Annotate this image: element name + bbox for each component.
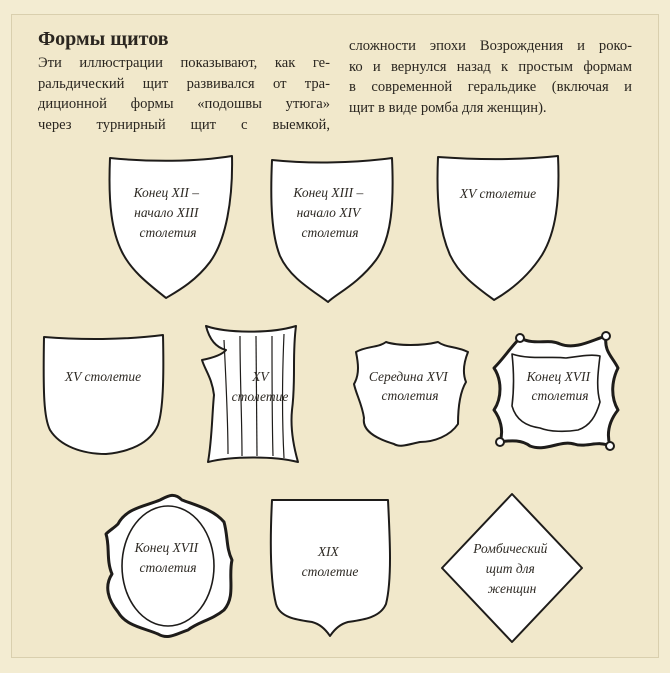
shield-label: щит для bbox=[485, 561, 535, 576]
shield-label: женщин bbox=[487, 581, 537, 596]
shield-xix bbox=[271, 500, 390, 636]
shield-label: столетия bbox=[139, 225, 197, 240]
svg-text:XV столетие bbox=[64, 369, 141, 384]
intro-line: щит в виде ромба для женщин). bbox=[349, 99, 547, 116]
shield-label: Конец XVII bbox=[134, 540, 199, 555]
svg-text:XV столетие bbox=[459, 186, 536, 201]
page-title: Формы щитов bbox=[38, 28, 169, 50]
intro-line: через турнирный щит с выемкой, bbox=[38, 116, 330, 133]
shield-heater-early bbox=[110, 156, 233, 298]
shield-label: начало XIV bbox=[296, 205, 361, 220]
intro-line: сложности эпохи Возрождения и роко- bbox=[349, 38, 632, 54]
intro-line: в современной геральдике (включая и bbox=[349, 79, 632, 95]
shield-label: Конец XIII – bbox=[293, 185, 364, 200]
shield-label: столетие bbox=[231, 389, 289, 404]
shield-label: столетия bbox=[531, 388, 589, 403]
shield-xvii-cartouche bbox=[494, 332, 618, 450]
intro-line: ральдический щит развивался от тра- bbox=[38, 75, 330, 92]
svg-text:Конец XII – начало XII bbox=[133, 185, 203, 240]
intro-line: Эти иллюстрации показывают, как ге- bbox=[38, 55, 330, 71]
shield-label: Конец XVII bbox=[526, 369, 591, 384]
shield-label: столетия bbox=[139, 560, 197, 575]
shield-label: столетия bbox=[301, 225, 359, 240]
shield-label: Конец XII – bbox=[133, 185, 200, 200]
shield-label: столетие bbox=[301, 564, 359, 579]
shield-lozenge bbox=[442, 494, 582, 642]
shield-label: Ромбический bbox=[473, 541, 548, 556]
intro-line: диционной формы «подошвы утюга» bbox=[38, 96, 330, 112]
shield-label: XIX bbox=[317, 544, 339, 559]
shield-label: XV столетие bbox=[64, 369, 142, 384]
shield-xvii-oval bbox=[106, 495, 232, 636]
shield-xv-pointed bbox=[438, 156, 559, 300]
shield-label: Середина XVI bbox=[368, 369, 448, 384]
shield-heater-late bbox=[271, 158, 392, 302]
svg-text:Конец XIII – начало XI bbox=[292, 185, 366, 240]
shield-tournament bbox=[202, 326, 298, 462]
shield-label: начало XIII bbox=[134, 205, 199, 220]
shield-label: XV bbox=[252, 369, 269, 384]
shield-label: столетия bbox=[381, 388, 439, 403]
shield-xvi-scrolled bbox=[354, 342, 468, 446]
shield-label: XV столетие bbox=[459, 186, 537, 201]
shield-xv-rounded bbox=[44, 335, 164, 454]
intro-line: ко и вернулся назад к простым формам bbox=[349, 58, 632, 75]
